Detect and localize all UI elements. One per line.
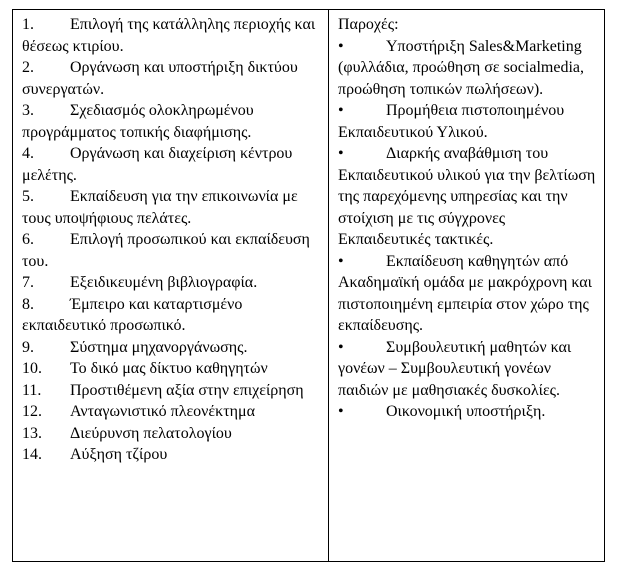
list-item	[22, 337, 318, 359]
bullet-item	[338, 36, 596, 101]
list-item	[22, 100, 318, 143]
item-text: Επιλογή της κατάλληλης περιοχής και θέσεως κτιρίου.	[22, 16, 316, 55]
section-heading: Παροχές:	[338, 16, 399, 33]
bullet-item	[338, 143, 596, 251]
list-item	[22, 272, 318, 294]
bullet-text: Διαρκής αναβάθμιση του Εκπαιδευτικού υλικού για την βελτίωση της παρεχόμενης υπηρεσίας και την στοίχιση με τις σύγχρονες Εκπαιδευτικές τακτικές.	[338, 145, 596, 248]
item-number: 5.	[22, 188, 34, 205]
bullet-marker: •	[338, 338, 344, 356]
list-item	[22, 186, 318, 229]
bullet-item	[338, 100, 596, 143]
bullet-marker: •	[338, 37, 344, 55]
item-text: Ανταγωνιστικό πλεονέκτημα	[70, 403, 255, 420]
left-column	[13, 10, 329, 561]
item-text: Επιλογή προσωπικού και εκπαίδευση του.	[22, 231, 310, 270]
item-text: Σχεδιασμός ολοκληρωμένου προγράμματος τοπικής διαφήμισης.	[22, 102, 254, 141]
item-text: Οργάνωση και υποστήριξη δικτύου συνεργατών.	[22, 59, 298, 98]
item-text: Οργάνωση και διαχείριση κέντρου μελέτης.	[22, 145, 293, 184]
item-number: 3.	[22, 102, 34, 119]
bullet-text: Εκπαίδευση καθηγητών από Ακαδημαϊκή ομάδα με μακρόχρονη και πιστοποιημένη εμπειρία στον χώρο της εκπαίδευσης.	[338, 252, 592, 334]
item-text: Αύξηση τζίρου	[70, 446, 168, 463]
bullet-text: Συμβουλευτική μαθητών και γονέων – Συμβουλευτική γονέων παιδιών με μαθησιακές δυσκολίες.	[338, 338, 572, 399]
numbered-list	[22, 14, 318, 466]
list-item	[22, 57, 318, 100]
bullet-marker: •	[338, 145, 344, 162]
bullet-marker: •	[338, 403, 344, 420]
bullet-text: Υποστήριξη Sales&Marketing (φυλλάδια, προώθηση σε socialmedia, προώθηση τοπικών πωλήσεων).	[338, 37, 584, 98]
right-column	[329, 10, 604, 561]
item-number: 10.	[22, 360, 42, 377]
item-number: 8.	[22, 295, 34, 313]
item-text: Προστιθέμενη αξία στην επιχείρηση	[70, 381, 304, 399]
item-number: 1.	[22, 16, 34, 33]
item-number: 7.	[22, 274, 34, 291]
bullet-text: Οικονομική υποστήριξη.	[386, 403, 546, 420]
bullet-text: Προμήθεια πιστοποιημένου Εκπαιδευτικού Υλικού.	[338, 102, 565, 141]
item-text: Το δικό μας δίκτυο καθηγητών	[70, 360, 268, 377]
item-text: Σύστημα μηχανοργάνωσης.	[70, 338, 248, 356]
list-item	[22, 358, 318, 380]
item-number: 13.	[22, 424, 42, 442]
list-item	[22, 229, 318, 272]
item-number: 2.	[22, 59, 34, 76]
item-text: Έμπειρο και καταρτισμένο εκπαιδευτικό προσωπικό.	[22, 295, 243, 334]
item-number: 4.	[22, 145, 34, 162]
item-text: Διεύρυνση πελατολογίου	[70, 424, 232, 442]
item-text: Εξειδικευμένη βιβλιογραφία.	[70, 274, 258, 291]
list-item	[22, 444, 318, 466]
bullet-marker: •	[338, 252, 344, 270]
item-number: 6.	[22, 231, 34, 248]
bullet-item	[338, 251, 596, 337]
item-number: 11.	[22, 381, 42, 399]
list-item	[22, 294, 318, 337]
list-item	[22, 423, 318, 445]
list-item	[22, 380, 318, 402]
list-item	[22, 14, 318, 57]
bullet-marker: •	[338, 102, 344, 119]
item-number: 14.	[22, 446, 42, 463]
list-item	[22, 143, 318, 186]
document-table	[12, 9, 605, 562]
bullet-item	[338, 337, 596, 402]
list-item	[22, 401, 318, 423]
item-number: 12.	[22, 403, 42, 420]
item-number: 9.	[22, 338, 34, 356]
bullet-item	[338, 401, 596, 423]
bullet-list	[338, 36, 596, 423]
item-text: Εκπαίδευση για την επικοινωνία με τους υποψήφιους πελάτες.	[22, 188, 298, 227]
